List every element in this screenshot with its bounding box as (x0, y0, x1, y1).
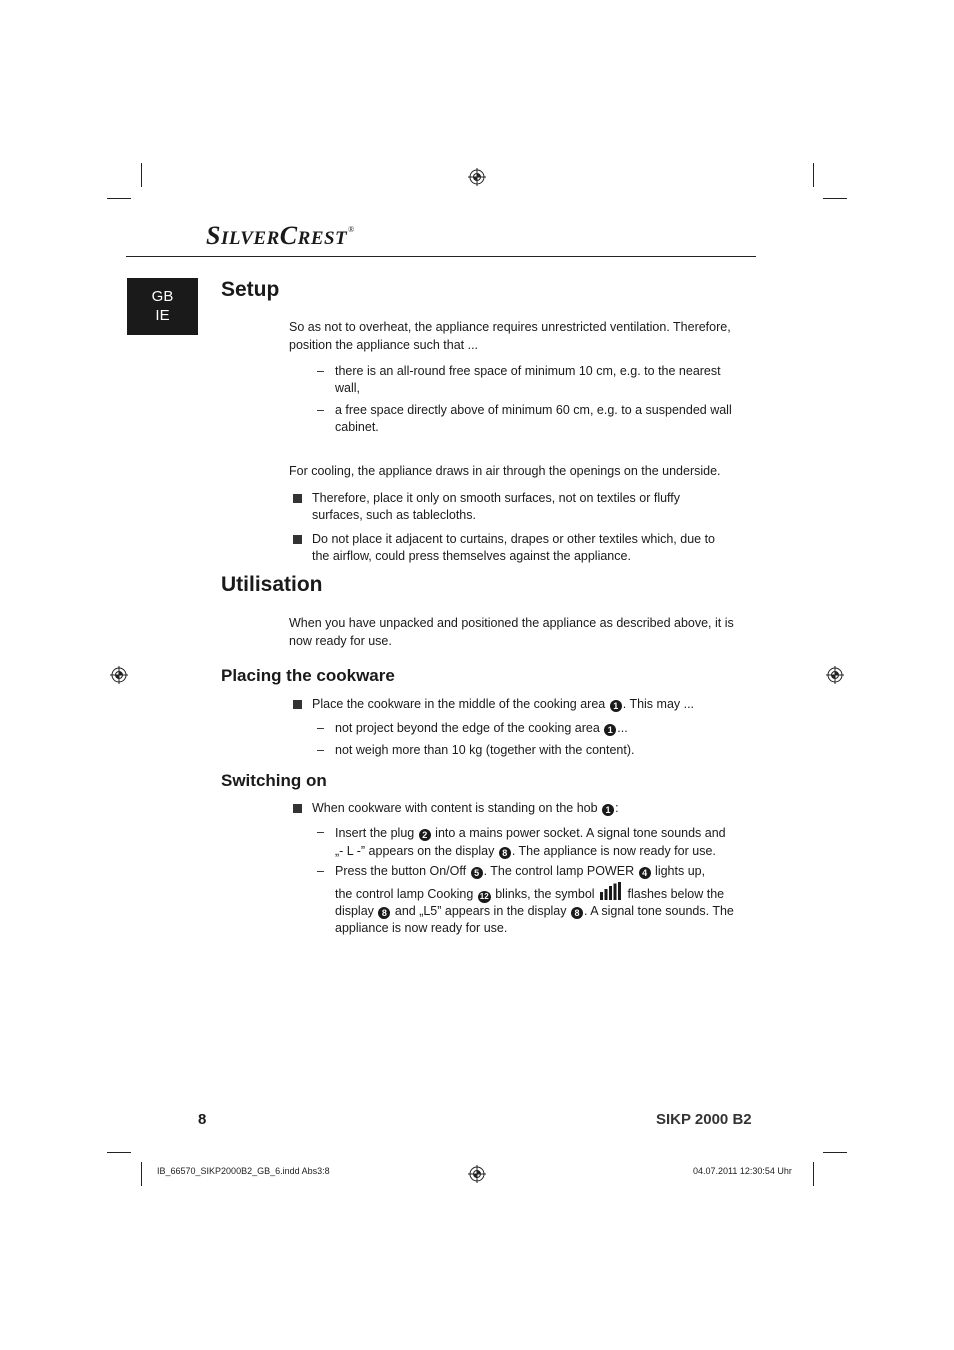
crop-mark (813, 163, 814, 187)
list-item (292, 490, 732, 524)
brand-letter: S (206, 221, 221, 250)
list-item-text (335, 824, 737, 860)
setup-cooling: For cooling, the appliance draws in air through the openings on the underside. (289, 464, 721, 478)
list-item (292, 696, 732, 713)
section-title-utilisation: Utilisation (221, 573, 323, 596)
reference-number: 4 (639, 867, 651, 879)
reference-number: 12 (478, 891, 491, 903)
dash-marker: – (317, 403, 324, 417)
utilisation-intro: When you have unpacked and positioned the appliance as described above, it is now ready for use. (289, 616, 734, 648)
registration-mark-icon (826, 666, 844, 684)
list-item-text (335, 863, 737, 880)
text-run: When cookware with content is standing on the hob (312, 801, 602, 815)
list-item-text (335, 720, 737, 737)
crop-mark (813, 1162, 814, 1186)
model-number: SIKP 2000 B2 (656, 1111, 752, 1128)
list-item (292, 531, 732, 565)
crop-mark (141, 1162, 142, 1186)
list-item-continuation (317, 882, 737, 937)
crop-mark (141, 163, 142, 187)
text-run: the control lamp Cooking (335, 887, 477, 901)
text-run: . The control lamp POWER (483, 864, 638, 878)
header-rule (126, 256, 756, 257)
print-slug-file: IB_66570_SIKP2000B2_GB_6.indd Abs3:8 (157, 1166, 330, 1176)
list-item-text (312, 800, 732, 817)
subsection-title-switching: Switching on (221, 771, 327, 790)
brand-letters: ILVER (220, 228, 280, 249)
square-bullet-icon (293, 494, 302, 503)
print-slug-date: 04.07.2011 12:30:54 Uhr (693, 1166, 792, 1176)
reference-number: 1 (602, 804, 614, 816)
registration-mark-icon (468, 168, 486, 186)
reference-number: 8 (571, 907, 583, 919)
text-run: and „L5” appears in the display (391, 904, 570, 918)
reference-number: 8 (499, 847, 511, 859)
text-run: . The appliance is now ready for use. (511, 844, 716, 858)
registration-mark-icon (468, 1165, 486, 1183)
dash-marker: – (317, 825, 324, 839)
list-item (317, 742, 737, 759)
square-bullet-icon (293, 700, 302, 709)
text-run: ... (617, 721, 628, 735)
crop-mark (823, 1152, 847, 1153)
list-item-text: Do not place it adjacent to curtains, drapes or other textiles which, due to the airflow, could press themselves against the appliance. (312, 532, 716, 563)
text-run: Insert the plug (335, 826, 418, 840)
dash-marker: – (317, 743, 324, 757)
text-run: . This may ... (622, 697, 695, 711)
dash-marker: – (317, 364, 324, 378)
registration-mark-icon (110, 666, 128, 684)
text-run: flashes below the display (335, 887, 725, 918)
brand-letter: C (279, 221, 298, 250)
reference-number: 1 (610, 700, 622, 712)
list-item-text (335, 882, 737, 937)
list-item-text: not weigh more than 10 kg (together with the content). (335, 743, 635, 757)
list-item (292, 800, 732, 817)
dash-marker: – (317, 864, 324, 878)
text-run: blinks, the symbol (491, 887, 599, 901)
reference-number: 2 (419, 829, 431, 841)
section-title-setup: Setup (221, 278, 280, 301)
brand-logo (206, 221, 355, 251)
brand-letters: REST (297, 228, 348, 249)
text-run: Press the button On/Off (335, 864, 470, 878)
page-number: 8 (198, 1111, 207, 1128)
list-item (317, 402, 737, 436)
list-item-text: there is an all-round free space of minimum 10 cm, e.g. to the nearest wall, (335, 364, 721, 395)
square-bullet-icon (293, 535, 302, 544)
setup-intro: So as not to overheat, the appliance requires unrestricted ventilation. Therefore, position the appliance such that ... (289, 320, 731, 352)
signal-bars-icon (600, 882, 622, 900)
reference-number: 1 (604, 724, 616, 736)
list-item-text: a free space directly above of minimum 60 cm, e.g. to a suspended wall cabinet. (335, 403, 732, 434)
dash-marker: – (317, 721, 324, 735)
reference-number: 8 (378, 907, 390, 919)
text-run: : (615, 801, 619, 815)
language-badge (127, 278, 198, 335)
square-bullet-icon (293, 804, 302, 813)
list-item (317, 824, 737, 860)
language-code: IE (155, 307, 170, 324)
list-item (317, 720, 737, 737)
list-item (317, 863, 737, 880)
crop-mark (107, 198, 131, 199)
text-run: lights up, (651, 864, 706, 878)
list-item (317, 363, 737, 397)
crop-mark (823, 198, 847, 199)
text-run: into a mains power socket. A signal tone sounds and „- L -” appears on the display (335, 826, 726, 858)
list-item-text: Therefore, place it only on smooth surfaces, not on textiles or fluffy surfaces, such as tablecloths. (312, 491, 681, 522)
crop-mark (107, 1152, 131, 1153)
text-run: . A signal tone sounds. The appliance is now ready for use. (335, 904, 734, 935)
language-code: GB (151, 288, 174, 305)
text-run: not project beyond the edge of the cooking area (335, 721, 604, 735)
list-item-text (312, 696, 732, 713)
registered-mark: ® (348, 225, 355, 234)
subsection-title-placing: Placing the cookware (221, 666, 395, 685)
text-run: Place the cookware in the middle of the cooking area (312, 697, 609, 711)
reference-number: 5 (471, 867, 483, 879)
